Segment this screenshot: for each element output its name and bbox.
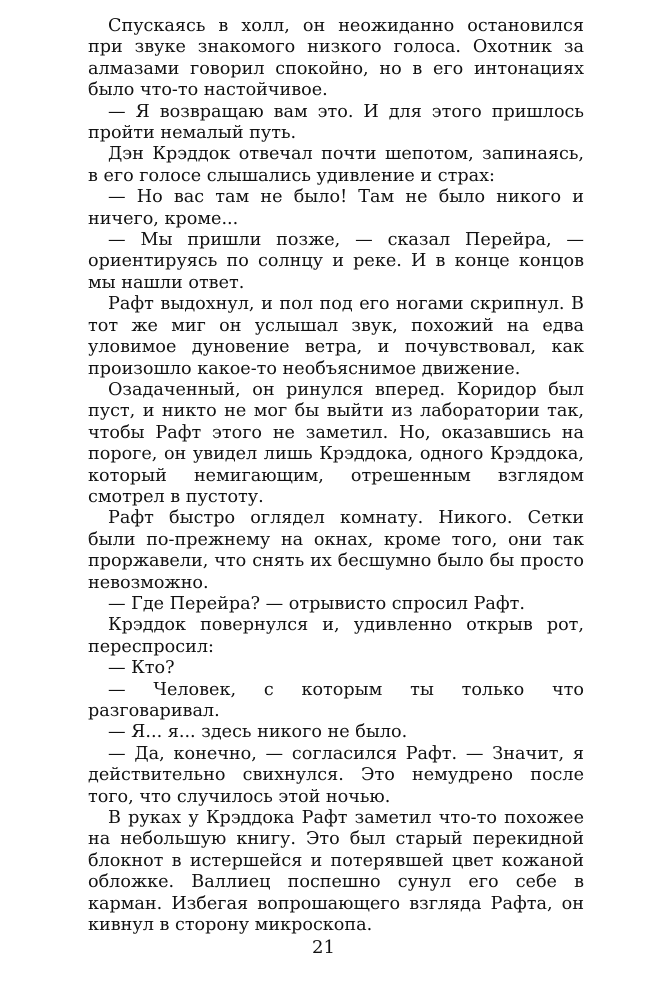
paragraph-12: — Человек, с которым ты только что разговаривал.	[88, 679, 584, 721]
paragraph-15: В руках у Крэддока Рафт заметил что-то похожее на небольшую книгу. Это был старый перекидной блокнот в истершейся и потерявшей цвет кожаной обложке. Валлиец поспешно сунул его себе в карман. Избегая вопрошающего взгляда Рафта, он кивнул в сторону микроскопа.	[88, 808, 584, 936]
paragraph-2: — Я возвращаю вам это. И для этого пришлось пройти немалый путь.	[88, 101, 584, 144]
paragraph-14: — Да, конечно, — согласился Рафт. — Значит, я действительно свихнулся. Это немудрено после того, что случилось этой ночью.	[88, 743, 584, 807]
paragraph-13: — Я... я... здесь никого не было.	[108, 722, 408, 743]
paragraph-6: Рафт выдохнул, и пол под его ногами скрипнул. В тот же миг он услышал звук, похожий на едва уловимое дуновение ветра, и почувствовал, как произошло какое-то необъяснимое движение.	[88, 294, 584, 379]
paragraph-1: Спускаясь в холл, он неожиданно остановился при звуке знакомого низкого голоса. Охотник за алмазами говорил спокойно, но в его интонациях было что-то настойчивое.	[88, 16, 584, 101]
paragraph-9: — Где Перейра? — отрывисто спросил Рафт.	[108, 593, 525, 614]
paragraph-11: — Кто?	[108, 658, 175, 679]
paragraph-10: Крэддок повернулся и, удивленно открыв рот, переспросил:	[88, 615, 584, 657]
paragraph-7: Озадаченный, он ринулся вперед. Коридор был пуст, и никто не мог бы выйти из лаборатории так, чтобы Рафт этого не заметил. Но, оказавшись на пороге, он увидел лишь Крэддока, одного Крэддока, который немигающим, отрешенным взглядом смотрел в пустоту.	[88, 379, 584, 507]
paragraph-3: Дэн Крэддок отвечал почти шепотом, запинаясь, в его голосе слышались удивление и страх:	[88, 144, 584, 186]
paragraph-4: — Но вас там не было! Там не было никого и ничего, кроме...	[88, 187, 584, 229]
paragraph-8: Рафт быстро оглядел комнату. Никого. Сетки были по-прежнему на окнах, кроме того, они так проржавели, что снять их бесшумно было бы просто невозможно.	[88, 508, 584, 593]
paragraph-5: — Мы пришли позже, — сказал Перейра, — ориентируясь по солнцу и реке. И в конце концов мы нашли ответ.	[88, 230, 584, 293]
page-number: 21	[312, 937, 335, 958]
page-body	[88, 16, 584, 936]
